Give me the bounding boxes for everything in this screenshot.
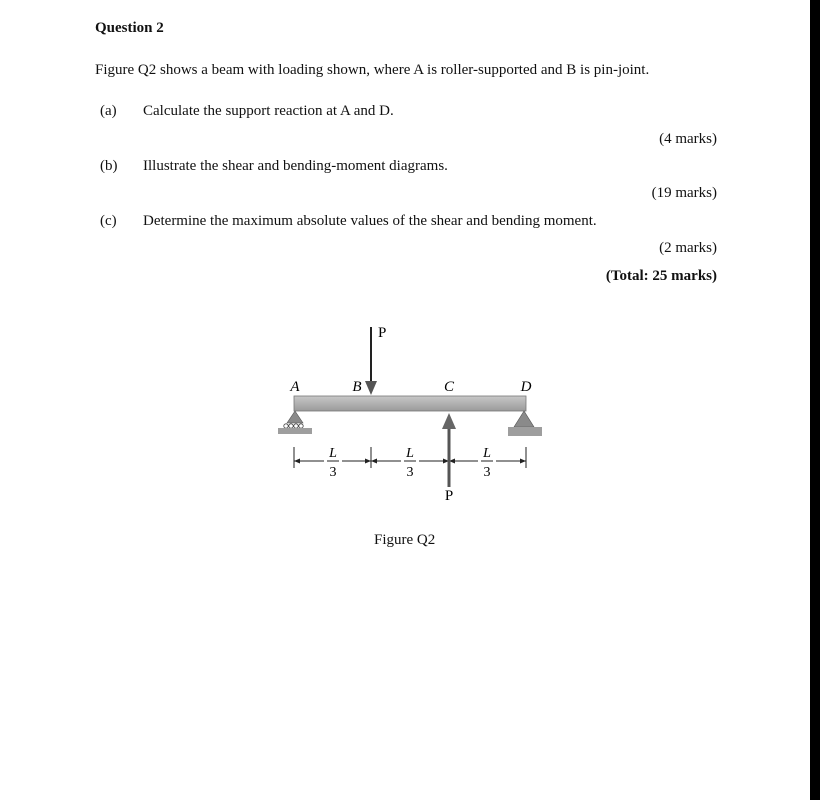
beam-diagram [270,315,560,520]
pin-ground [508,427,542,436]
point-label-a: A [290,379,300,395]
load-arrow-down-head [365,381,377,395]
dim-label-2-den: 3 [406,465,414,480]
point-label-b: B [352,379,362,395]
roller-wheel [294,424,298,428]
roller-wheel [284,424,288,428]
point-label-d: D [520,379,532,395]
total-marks: (Total: 25 marks) [605,268,717,284]
pin-support-triangle [514,411,534,427]
dim-arrow [365,459,371,464]
figure-caption: Figure Q2 [374,532,436,548]
part-a-marks: (4 marks) [659,131,717,147]
load-label-top: P [378,325,387,341]
dim-label-3-den: 3 [483,465,491,480]
part-c-marks: (2 marks) [659,240,717,256]
question-intro: Figure Q2 shows a beam with loading shown, where A is roller-supported and B is pin-joint. [95,62,650,78]
roller-wheel [289,424,293,428]
beam [294,396,526,411]
load-label-bottom: P [444,488,454,504]
dim-label-2-num: L [406,446,414,461]
dim-label-1-num: L [329,446,337,461]
part-a-text: Calculate the support reaction at A and D. [143,103,394,119]
roller-ground [278,428,312,434]
dim-arrow [294,459,300,464]
dim-arrow [371,459,377,464]
roller-wheels [284,424,303,428]
dim-arrow [520,459,526,464]
part-b-marks: (19 marks) [651,185,717,201]
load-arrow-up-head [442,413,456,429]
part-b-label: (b) [100,158,118,174]
dim-label-3-num: L [483,446,491,461]
point-label-c: C [443,379,455,395]
roller-support-triangle [287,411,303,423]
part-c-text: Determine the maximum absolute values of the shear and bending moment. [143,213,597,229]
part-c-label: (c) [100,213,117,229]
question-title: Question 2 [95,20,164,36]
beam-figure [270,315,560,520]
part-b-text: Illustrate the shear and bending-moment diagrams. [143,158,448,174]
dim-label-1-den: 3 [329,465,337,480]
part-a-label: (a) [100,103,117,119]
roller-wheel [299,424,303,428]
